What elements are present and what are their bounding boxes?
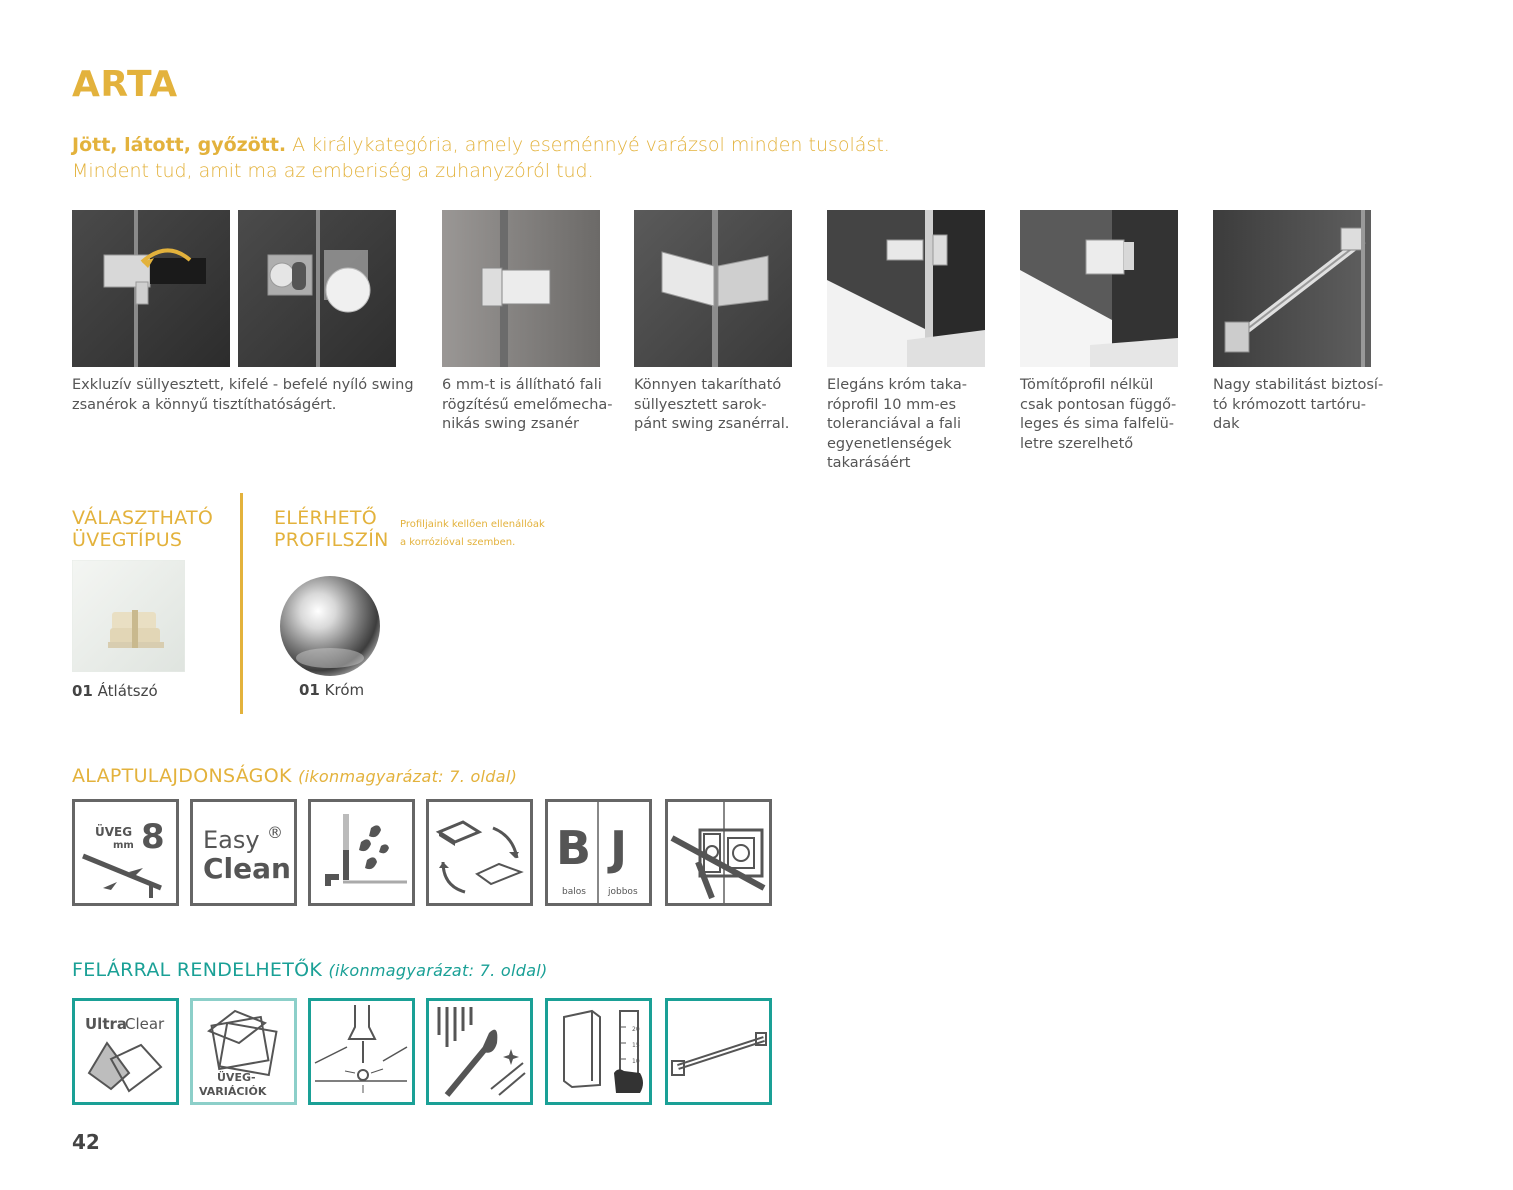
ultra-label: Ultra [85,1015,128,1033]
mm-label: mm [113,840,134,851]
glass-variations-line1: ÜVEG- [217,1071,256,1084]
feature-caption-5: Tömítőprofil nélkül csak pontosan függő- leges és sima falfelü- letre szerelhető [1020,377,1177,452]
glass-variations-line2: VARIÁCIÓK [199,1085,267,1098]
feature-caption-2: 6 mm-t is állítható fali rögzítésű emelőmecha- nikás swing zsanér [442,377,613,432]
glass-variations-icon [190,998,297,1105]
page-number: 42 [72,1130,100,1154]
section-divider [240,493,243,714]
profile-swatch-label: 01 Króm [299,681,365,699]
left-label: balos [562,887,586,897]
intro-line-1: A királykategória, amely eseménnyé varázsol minden tusolást. [286,134,890,156]
painting-icon [426,998,533,1105]
hinge-photo-2 [238,210,396,367]
feature-caption-6: Nagy stabilitást biztosí- tó krómozott tartóru- dak [1213,377,1384,432]
hinge-photo-1 [72,210,230,367]
corner-hinge-photo [634,210,792,367]
intro-text [72,132,972,184]
wall-hinge-photo [442,210,600,367]
registered-mark: ® [267,823,283,842]
glass-label: ÜVEG [95,825,133,839]
feature-caption-1: Exkluzív süllyesztett, kifelé - befelé nyíló swing zsanérok a könnyű tisztíthatóságért. [72,377,414,413]
chrome-profile-photo [827,210,985,367]
glass-swatch-label: 01 Átlátszó [72,682,158,700]
engraving-icon [308,998,415,1105]
ruler-mark-20: 20 [632,1026,640,1033]
clean-label: Clean [203,852,291,885]
right-label: jobbos [608,887,638,897]
profile-note: Profiljaink kellően ellenállóak a korrózióval szemben. [400,519,545,548]
easy-clean-icon [190,799,297,906]
squeegee-icon [665,799,772,906]
water-drops-icon [308,799,415,906]
intro-line-2: Mindent tud, amit ma az emberiség a zuhanyzóról tud. [72,160,594,182]
profile-color-title: ELÉRHETŐ PROFILSZÍN [274,507,389,551]
right-letter: J [610,821,628,875]
ruler-mark-15: 15 [632,1042,640,1049]
feature-caption-4: Elegáns króm taka- róprofil 10 mm-es toleranciával a fali egyenetlenségek takarásáért [827,377,968,471]
custom-size-icon [545,998,652,1105]
glass-type-title: VÁLASZTHATÓ ÜVEGTÍPUS [72,507,214,551]
glass-swatch-image [72,560,185,672]
left-letter: B [556,821,592,875]
reversible-door-icon [426,799,533,906]
ultraclear-icon [72,998,179,1105]
clear-label: Clear [125,1015,165,1033]
chrome-rod-photo [1213,210,1371,367]
chrome-swatch-sphere [278,574,382,678]
towel-bar-icon [665,998,772,1105]
glass-8mm-icon [72,799,179,906]
sealless-profile-photo [1020,210,1178,367]
left-right-icon [545,799,652,906]
optional-extras-heading: FELÁRRAL RENDELHETŐK (ikonmagyarázat: 7. oldal) [72,959,548,981]
thickness-label: 8 [141,817,165,857]
ruler-mark-10: 10 [632,1058,640,1065]
basic-properties-heading: ALAPTULAJDONSÁGOK (ikonmagyarázat: 7. oldal) [72,765,518,787]
intro-slogan: Jött, látott, győzött. [72,134,287,156]
easy-label: Easy [203,826,260,854]
page-title: ARTA [72,64,178,105]
feature-caption-3: Könnyen takarítható süllyesztett sarok- pánt swing zsanérral. [634,377,790,432]
